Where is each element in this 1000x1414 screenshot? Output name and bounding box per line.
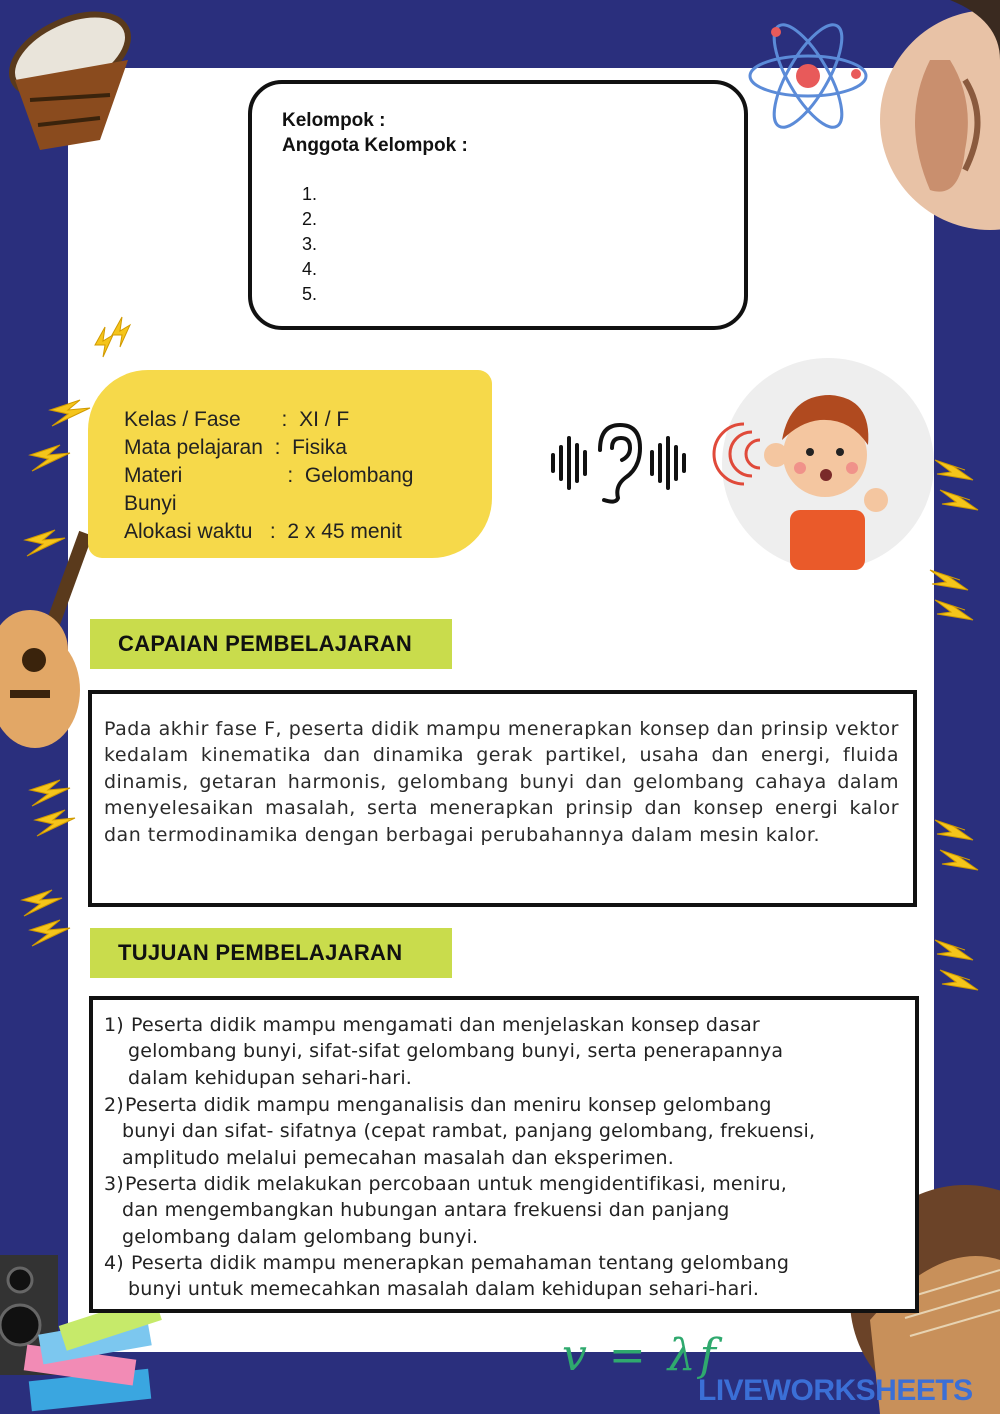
boy-listening-illustration bbox=[714, 358, 934, 570]
capaian-title: CAPAIAN PEMBELAJARAN bbox=[90, 619, 452, 669]
member-number: 2. bbox=[302, 209, 318, 229]
goal-line: gelombang dalam gelombang bunyi. bbox=[122, 1225, 479, 1248]
goal-line: gelombang bunyi, sifat-sifat gelombang bunyi, serta penerapannya bbox=[128, 1040, 784, 1063]
members-label: Anggota Kelompok : bbox=[282, 135, 468, 156]
goal-line: Peserta didik mampu menganalisis dan meniru konsep gelombang bbox=[125, 1094, 772, 1116]
member-number: 5. bbox=[302, 284, 318, 304]
liveworksheets-logo[interactable]: LIVEWORKSHEETS bbox=[698, 1374, 973, 1407]
goal-item-3 bbox=[104, 1171, 914, 1250]
goal-line: dalam kehidupan sehari-hari. bbox=[128, 1066, 413, 1089]
member-number: 3. bbox=[302, 234, 318, 254]
atom-icon bbox=[750, 16, 866, 136]
goal-line: bunyi untuk memecahkan masalah dalam kehidupan sehari-hari. bbox=[128, 1278, 760, 1301]
ear-photo bbox=[880, 0, 1000, 230]
goal-number: 4) bbox=[104, 1252, 124, 1274]
goal-line: Peserta didik mampu mengamati dan menjelaskan konsep dasar bbox=[131, 1014, 760, 1036]
member-number: 4. bbox=[302, 259, 318, 279]
capaian-text: Pada akhir fase F, peserta didik mampu menerapkan konsep dan prinsip vektor kedalam kinematika dan dinamika gerak partikel, usaha dan energi, fluida dinamis, getaran harmonis, gelombang bunyi dan gelombang cahaya dalam menyelesaikan masalah, serta menerapkan prinsip dan konsep energi kalor dan termodinamika dengan berbagai perubahannya dalam mesin kalor. bbox=[104, 718, 899, 846]
goal-number: 1) bbox=[104, 1014, 124, 1036]
goal-number: 3) bbox=[104, 1173, 124, 1195]
goal-line: bunyi dan sifat- sifatnya (cepat rambat, panjang gelombang, frekuensi, bbox=[122, 1120, 816, 1143]
goal-item-1 bbox=[104, 1012, 914, 1091]
goal-item-4 bbox=[104, 1250, 914, 1303]
members-list bbox=[282, 182, 317, 307]
member-number: 1. bbox=[302, 184, 318, 204]
guitar-icon bbox=[0, 531, 92, 748]
info-row-kelas: Kelas / Fase : XI / F bbox=[124, 408, 350, 431]
info-row-alokasi: Alokasi waktu : 2 x 45 menit bbox=[124, 520, 402, 543]
drum-icon bbox=[0, 0, 141, 150]
info-row-mapel: Mata pelajaran : Fisika bbox=[124, 436, 347, 459]
goal-line: Peserta didik mampu menerapkan pemahaman tentang gelombang bbox=[131, 1252, 790, 1274]
lesson-info-text bbox=[124, 406, 413, 546]
info-row-materi-cont: Bunyi bbox=[124, 492, 177, 515]
goal-line: dan mengembangkan hubungan antara frekuensi dan panjang bbox=[122, 1199, 730, 1222]
goal-line: amplitudo melalui pemecahan masalah dan eksperimen. bbox=[122, 1146, 674, 1169]
goal-item-2 bbox=[104, 1092, 914, 1171]
goal-line: Peserta didik melakukan percobaan untuk mengidentifikasi, meniru, bbox=[125, 1173, 788, 1195]
group-info-box bbox=[248, 80, 748, 330]
group-label: Kelompok : bbox=[282, 110, 386, 131]
goal-number: 2) bbox=[104, 1094, 124, 1116]
ear-sound-icon bbox=[553, 425, 684, 502]
wave-formula: v = λf bbox=[562, 1330, 720, 1381]
tujuan-title: TUJUAN PEMBELAJARAN bbox=[90, 928, 452, 978]
info-row-materi: Materi : Gelombang bbox=[124, 464, 414, 487]
